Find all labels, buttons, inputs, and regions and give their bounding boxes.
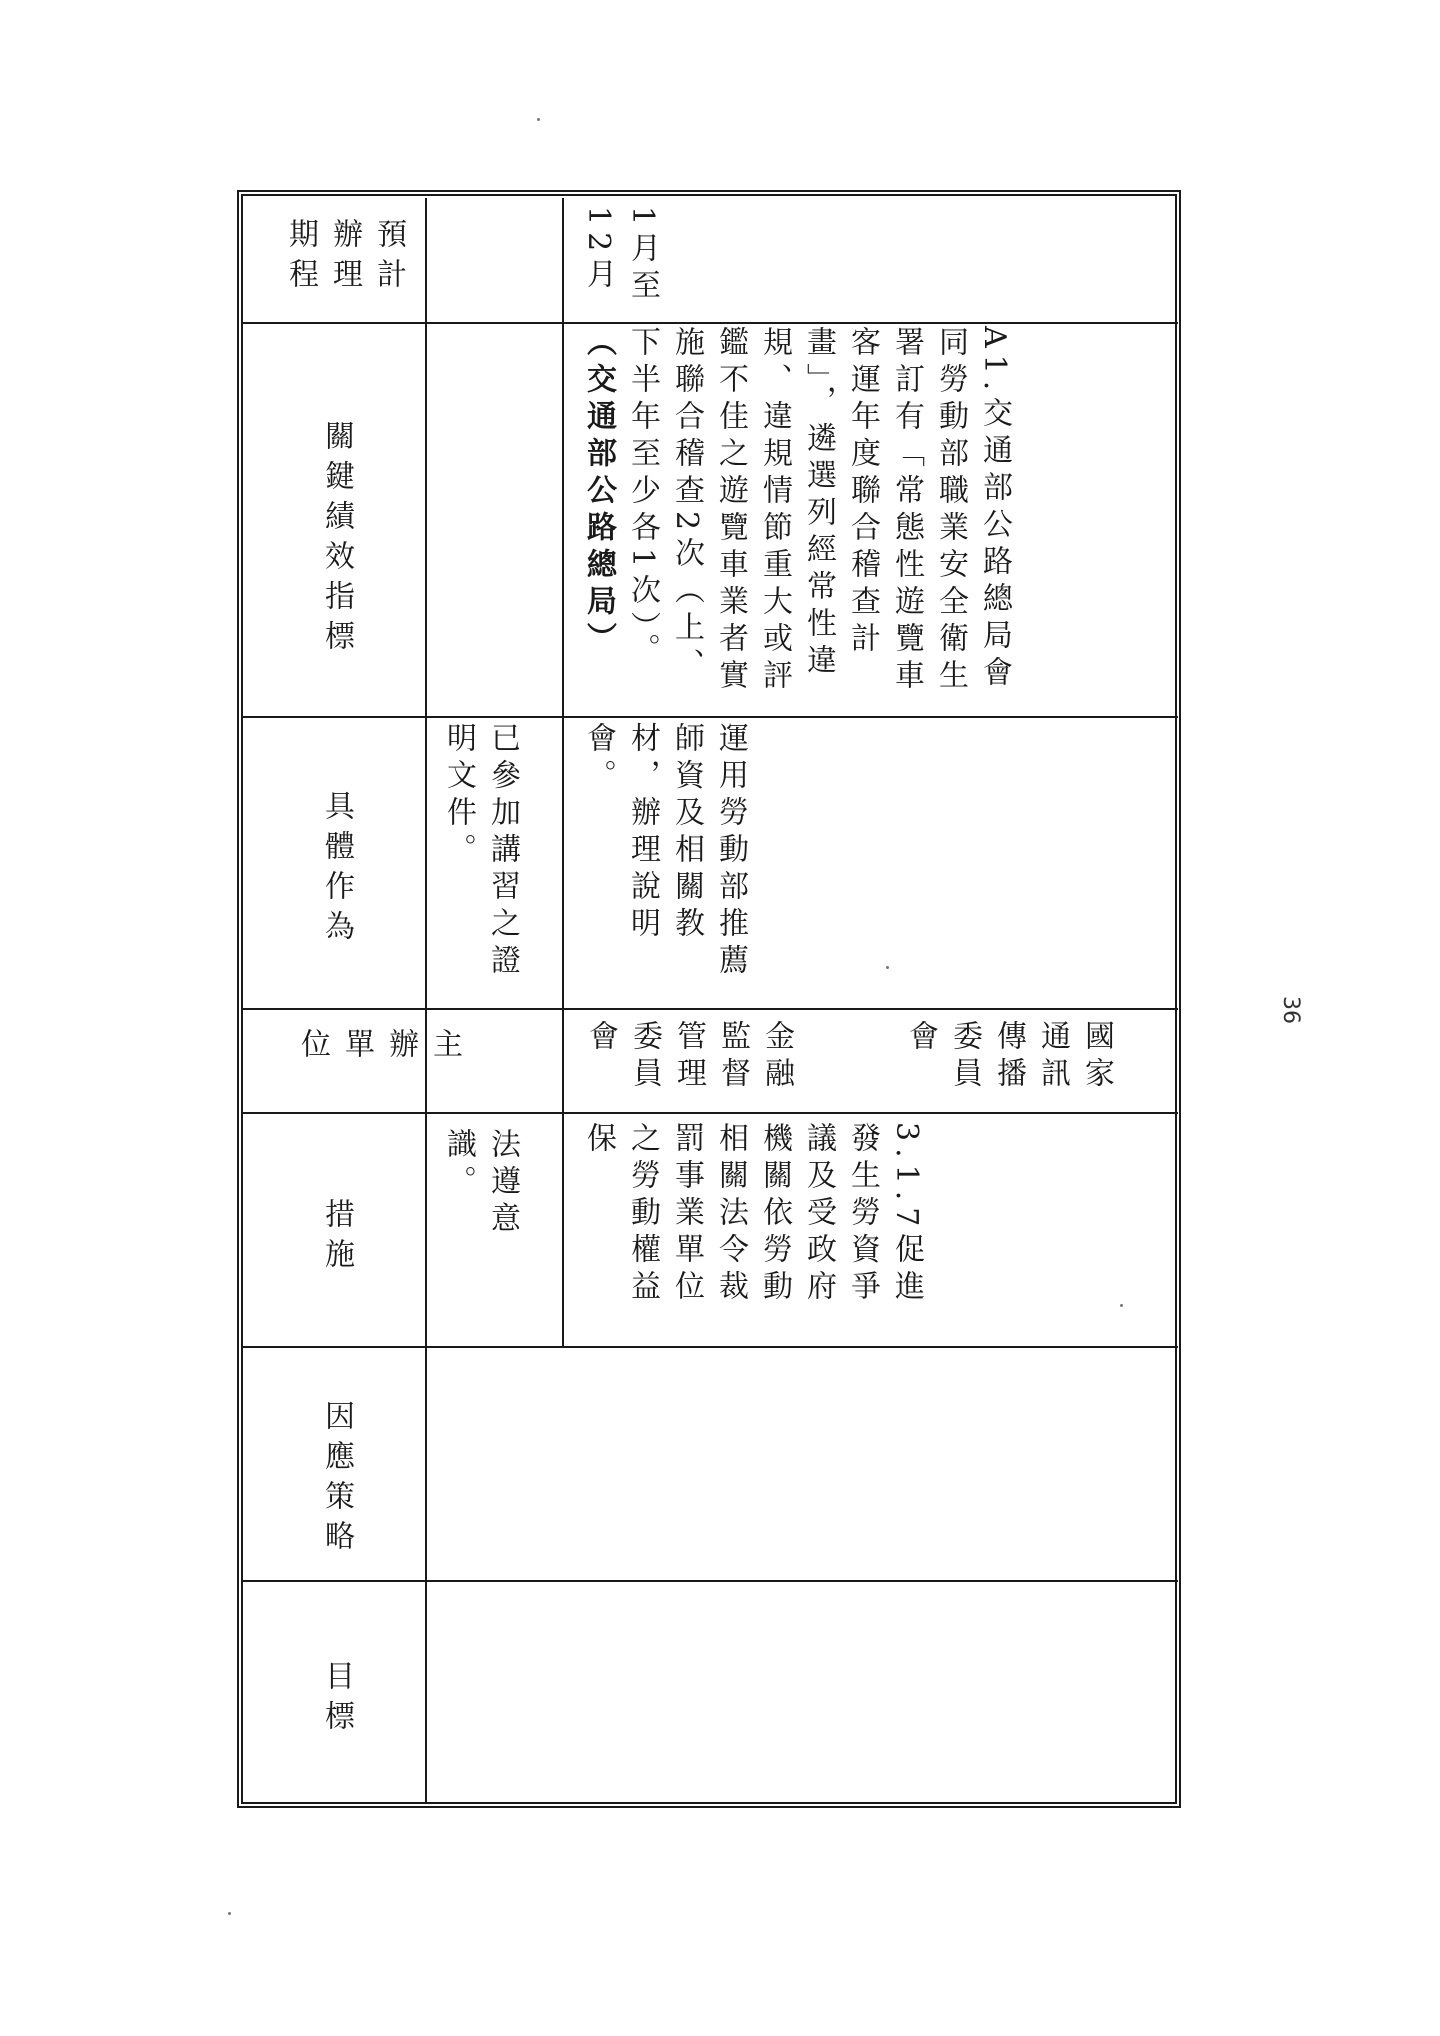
- row1-action-tail: 已參加講習之證明文件。: [441, 722, 520, 981]
- row2-measure: 3.1.7促進發生勞資爭議及受政府機關依勞動相關法令裁罰事業單位之勞動權益保: [581, 1122, 924, 1308]
- row2-action: 運用勞動部推薦師資及相關教材，辦理說明會。: [581, 722, 748, 981]
- divider-measure-strategy: [243, 1346, 1178, 1348]
- divider-action-unit: [243, 1008, 1178, 1010]
- header-kpi: 關鍵績效指標: [319, 420, 354, 660]
- scan-speck: [886, 966, 889, 969]
- header-goal: 目標: [319, 1660, 354, 1740]
- divider-schedule-kpi: [243, 322, 1178, 324]
- row2-kpi-main: A1.交通部公路總局會同勞動部職業安全衛生署訂有「常態性遊覽車客運年度聯合稽查計畫」，遴選列經常性違規、違規情節重大或評鑑不佳之遊覽車業者實施聯合稽查2次（上、下半年至少各1次）。: [625, 326, 1012, 696]
- divider-unit-measure: [243, 1112, 1178, 1114]
- page-number: 36: [1278, 996, 1303, 1024]
- row-divider: [562, 198, 564, 1348]
- row2-kpi-bold: （交通部公路總局）: [581, 326, 616, 659]
- row2-schedule: 1月至12月: [581, 206, 660, 307]
- header-unit: 主辦單位: [295, 1028, 462, 1068]
- divider-strategy-goal: [243, 1580, 1178, 1582]
- scan-speck: [537, 118, 540, 121]
- row2-unit-a: 金融監督管理委員會: [583, 1020, 794, 1094]
- header-column-divider: [425, 198, 427, 1802]
- row2-kpi: [576, 326, 1016, 712]
- row1-measure-tail: 法遵意識。: [441, 1128, 520, 1239]
- body-right-border: [1179, 198, 1181, 1580]
- header-schedule: 預計辦理期程: [283, 218, 406, 298]
- row2-unit-b: 國家通訊傳播委員會: [903, 1020, 1114, 1094]
- divider-kpi-action: [243, 716, 1178, 718]
- header-measure: 措施: [319, 1198, 354, 1278]
- header-strategy: 因應策略: [319, 1400, 354, 1560]
- header-action: 具體作為: [319, 790, 354, 950]
- scan-speck: [1120, 1304, 1123, 1307]
- scan-speck: [228, 1912, 231, 1915]
